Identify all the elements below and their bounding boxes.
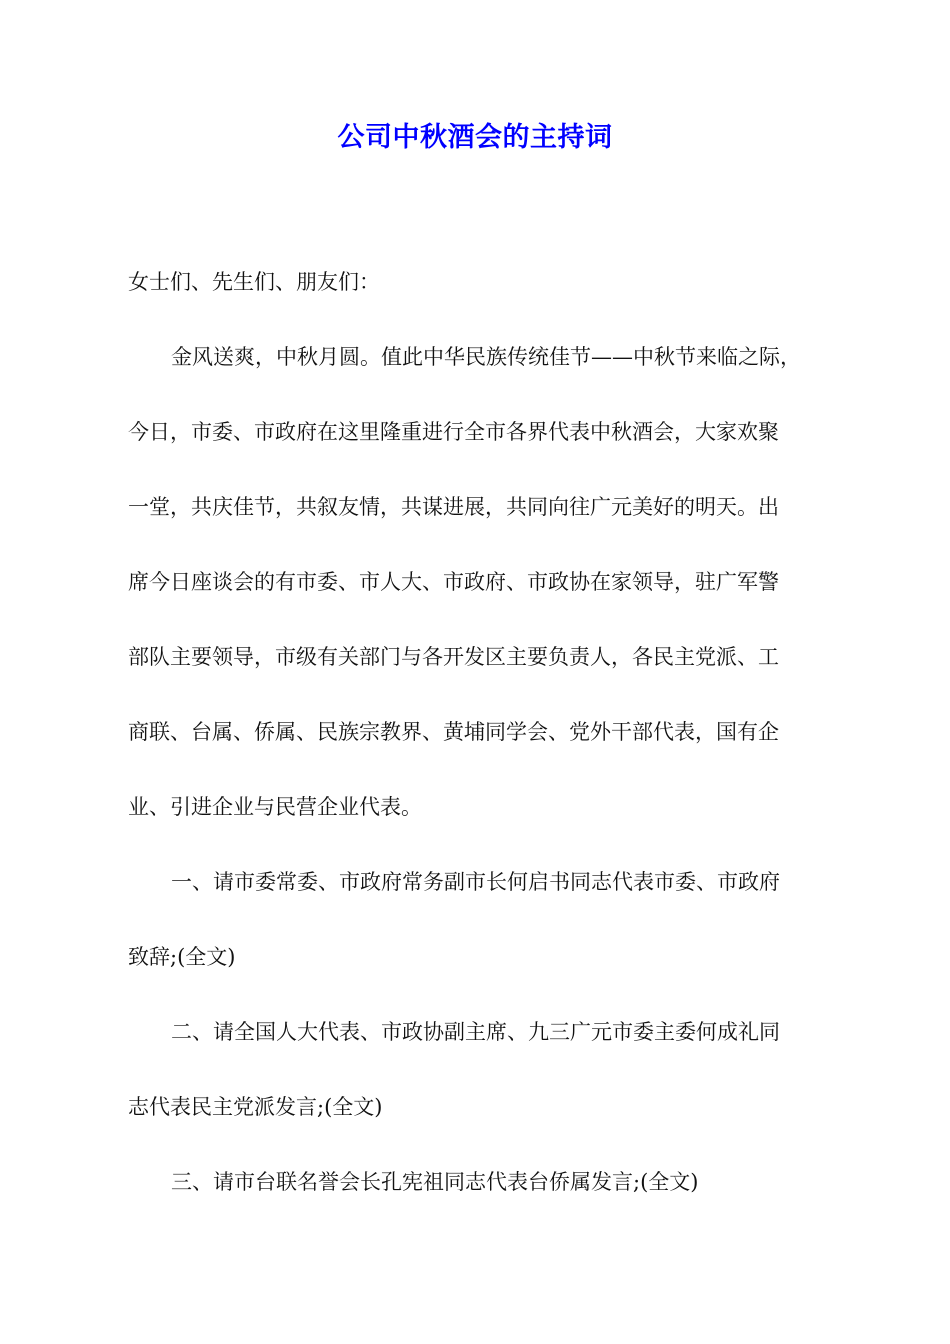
paragraph-line: 今日，市委、市政府在这里隆重进行全市各界代表中秋酒会，大家欢聚: [128, 420, 779, 444]
paragraph-spacer: [128, 302, 828, 340]
agenda-item-1-line: 一、请市委常委、市政府常务副市长何启书同志代表市委、市政府: [171, 870, 780, 894]
paragraph-line: 金风送爽，中秋月圆。值此中华民族传统佳节——中秋节来临之际，: [171, 345, 801, 369]
paragraph-spacer: [128, 977, 828, 1015]
paragraph-line: 席今日座谈会的有市委、市人大、市政府、市政协在家领导，驻广军警: [128, 570, 779, 594]
line-spacer: [128, 752, 828, 790]
paragraph-spacer: [128, 827, 828, 865]
document-title: 公司中秋酒会的主持词: [337, 122, 613, 153]
paragraph-line: 部队主要领导，市级有关部门与各开发区主要负责人，各民主党派、工: [128, 645, 779, 669]
agenda-item-3-line: 三、请市台联名誉会长孔宪祖同志代表台侨属发言;(全文): [171, 1170, 699, 1194]
line-spacer: [128, 527, 828, 565]
agenda-item-1-line: 致辞;(全文): [128, 945, 236, 969]
line-spacer: [128, 1052, 828, 1090]
agenda-item-2-line: 志代表民主党派发言;(全文): [128, 1095, 383, 1119]
line-spacer: [128, 377, 828, 415]
paragraph-line: 业、引进企业与民营企业代表。: [128, 795, 422, 819]
paragraph-line: 商联、台属、侨属、民族宗教界、黄埔同学会、党外干部代表，国有企: [128, 720, 779, 744]
line-spacer: [128, 452, 828, 490]
line-spacer: [128, 602, 828, 640]
paragraph-line: 一堂，共庆佳节，共叙友情，共谋进展，共同向往广元美好的明天。出: [128, 495, 779, 519]
line-spacer: [128, 677, 828, 715]
paragraph-spacer: [128, 1127, 828, 1165]
line-spacer: [128, 902, 828, 940]
greeting-line: 女士们、先生们、朋友们：: [128, 270, 380, 294]
document-body: [128, 264, 828, 1202]
agenda-item-2-line: 二、请全国人大代表、市政协副主席、九三广元市委主委何成礼同: [171, 1020, 780, 1044]
